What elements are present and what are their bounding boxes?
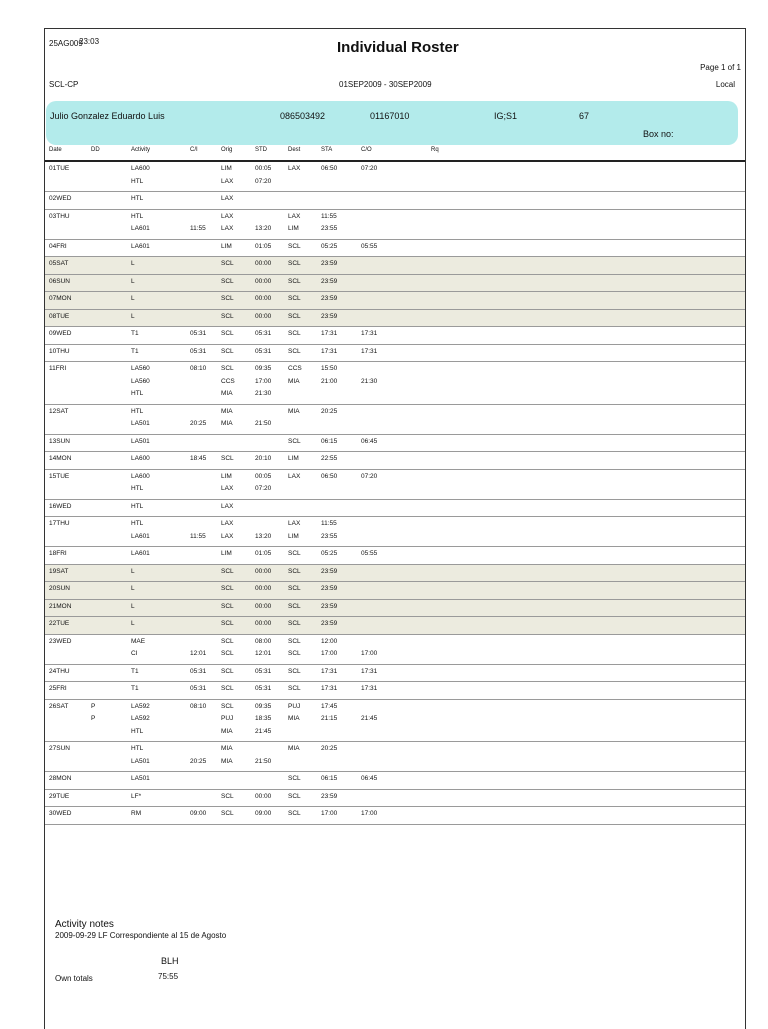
cell-std: 01:05 [255, 242, 272, 250]
row-date: 22TUE [49, 620, 70, 627]
cell-activity: RM [131, 810, 142, 817]
cell-activity: LA501 [131, 775, 150, 782]
roster-row [45, 162, 745, 192]
cell-check-in: 05:31 [190, 685, 207, 692]
cell-check-in: 05:31 [190, 330, 207, 337]
cell-origin: MIA [221, 757, 233, 765]
cell-activity: L [131, 312, 135, 320]
col-co: C/O [361, 147, 372, 153]
crew-id-secondary: 01167010 [370, 111, 410, 121]
roster-row [45, 275, 745, 293]
roster-row [45, 807, 745, 825]
roster-row [45, 435, 745, 453]
cell-origin: SCL [221, 602, 234, 610]
cell-std: 00:05 [255, 165, 272, 172]
cell-destination: SCL [288, 685, 301, 692]
roster-row [45, 452, 745, 470]
row-date: 14MON [49, 455, 72, 462]
cell-destination: SCL [288, 810, 301, 817]
cell-sta: 23:59 [321, 312, 338, 320]
cell-origin: LIM [221, 165, 232, 172]
cell-destination: SCL [288, 620, 301, 627]
time-mode: Local [715, 80, 735, 89]
cell-destination: SCL [288, 312, 301, 320]
cell-destination: LAX [288, 212, 301, 220]
cell-sta: 23:59 [321, 792, 338, 800]
cell-origin: SCL [221, 667, 234, 675]
cell-activity: LA501 [131, 420, 150, 427]
notes-line: 2009-09-29 LF Correspondiente al 15 de Agosto [55, 931, 227, 940]
col-date: Date [49, 147, 62, 153]
cell-check-in: 20:25 [190, 420, 207, 427]
cell-sta: 05:25 [321, 242, 338, 250]
cell-check-in: 18:45 [190, 455, 207, 462]
cell-std: 21:30 [255, 390, 272, 397]
cell-std: 00:00 [255, 277, 272, 285]
roster-row [45, 345, 745, 363]
cell-activity: LA501 [131, 437, 150, 445]
roster-row [45, 517, 745, 547]
cell-origin: SCL [221, 330, 234, 337]
col-dest: Dest [288, 147, 301, 153]
cell-sta: 17:00 [321, 810, 338, 817]
cell-activity: HTL [131, 520, 144, 527]
cell-activity: LF* [131, 792, 142, 800]
cell-check-out: 17:31 [361, 667, 378, 675]
cell-sta: 17:31 [321, 330, 338, 337]
cell-std: 18:35 [255, 715, 272, 722]
cell-sta: 17:31 [321, 347, 338, 355]
cell-destination: SCL [288, 330, 301, 337]
crew-name: Julio Gonzalez Eduardo Luis [50, 111, 165, 121]
cell-origin: SCL [221, 792, 234, 800]
row-date: 11FRI [49, 365, 67, 372]
cell-origin: LIM [221, 472, 232, 480]
cell-check-in: 08:10 [190, 365, 207, 372]
cell-sta: 17:31 [321, 667, 338, 675]
cell-destination: PUJ [288, 702, 301, 710]
cell-sta: 06:15 [321, 437, 338, 445]
cell-origin: SCL [221, 567, 234, 575]
roster-row [45, 500, 745, 518]
roster-row [45, 617, 745, 635]
cell-activity: L [131, 260, 135, 267]
cell-activity: HTL [131, 212, 144, 220]
cell-std: 13:20 [255, 532, 272, 540]
col-dd: DD [91, 147, 100, 153]
blh-label: BLH [161, 956, 179, 966]
cell-origin: LAX [221, 177, 234, 185]
row-date: 20SUN [49, 585, 70, 592]
cell-std: 21:50 [255, 420, 272, 427]
cell-activity: LA601 [131, 225, 150, 232]
roster-row [45, 772, 745, 790]
cell-origin: LIM [221, 242, 232, 250]
col-activity: Activity [131, 147, 151, 153]
cell-destination: LAX [288, 520, 301, 527]
roster-row [45, 635, 745, 665]
cell-destination: SCL [288, 602, 301, 610]
cell-destination: SCL [288, 277, 301, 285]
cell-activity: L [131, 567, 135, 575]
cell-activity: MAE [131, 637, 146, 645]
cell-origin: SCL [221, 810, 234, 817]
cell-check-out: 05:55 [361, 242, 378, 250]
cell-activity: L [131, 602, 135, 610]
cell-sta: 21:00 [321, 377, 338, 385]
cell-check-in: 08:10 [190, 702, 207, 710]
cell-activity: L [131, 620, 135, 627]
cell-destination: LAX [288, 472, 301, 480]
cell-std: 21:45 [255, 727, 272, 735]
cell-std: 00:00 [255, 620, 272, 627]
cell-sta: 17:45 [321, 702, 338, 710]
cell-origin: MIA [221, 390, 233, 397]
cell-origin: SCL [221, 365, 234, 372]
cell-activity: LA601 [131, 242, 150, 250]
cell-std: 00:00 [255, 585, 272, 592]
cell-activity: LA601 [131, 550, 150, 557]
row-date: 08TUE [49, 312, 70, 320]
roster-row [45, 405, 745, 435]
col-rq: Rq [431, 147, 439, 153]
cell-activity: HTL [131, 745, 144, 752]
cell-activity: HTL [131, 390, 144, 397]
roster-row [45, 210, 745, 240]
cell-std: 00:00 [255, 602, 272, 610]
cell-activity: LA592 [131, 702, 150, 710]
cell-sta: 22:55 [321, 455, 338, 462]
cell-check-out: 06:45 [361, 437, 378, 445]
col-ci: C/I [190, 147, 198, 153]
cell-origin: PUJ [221, 715, 234, 722]
cell-check-out: 21:45 [361, 715, 378, 722]
cell-check-in: 05:31 [190, 347, 207, 355]
cell-sta: 17:31 [321, 685, 338, 692]
cell-std: 09:35 [255, 365, 272, 372]
cell-duty-designator: P [91, 702, 96, 710]
cell-check-out: 17:00 [361, 810, 378, 817]
cell-destination: SCL [288, 260, 301, 267]
cell-sta: 23:59 [321, 620, 338, 627]
cell-destination: MIA [288, 407, 300, 415]
cell-origin: MIA [221, 727, 233, 735]
cell-std: 00:00 [255, 312, 272, 320]
cell-sta: 21:15 [321, 715, 338, 722]
cell-check-in: 09:00 [190, 810, 207, 817]
roster-row [45, 257, 745, 275]
cell-sta: 06:50 [321, 472, 338, 480]
row-date: 01TUE [49, 165, 70, 172]
cell-destination: SCL [288, 550, 301, 557]
roster-row [45, 192, 745, 210]
cell-origin: SCL [221, 277, 234, 285]
col-std: STD [255, 147, 267, 153]
cell-std: 09:35 [255, 702, 272, 710]
cell-destination: SCL [288, 567, 301, 575]
cell-std: 05:31 [255, 347, 272, 355]
cell-std: 21:50 [255, 757, 272, 765]
row-date: 03THU [49, 212, 70, 220]
cell-destination: MIA [288, 715, 300, 722]
roster-row [45, 310, 745, 328]
cell-origin: LAX [221, 485, 234, 492]
roster-row [45, 565, 745, 583]
cell-destination: LIM [288, 225, 299, 232]
cell-std: 07:20 [255, 177, 272, 185]
cell-sta: 23:59 [321, 260, 338, 267]
cell-origin: SCL [221, 295, 234, 302]
roster-row [45, 790, 745, 808]
cell-origin: MIA [221, 420, 233, 427]
cell-sta: 06:50 [321, 165, 338, 172]
row-date: 30WED [49, 810, 72, 817]
cell-destination: LIM [288, 532, 299, 540]
roster-row [45, 682, 745, 700]
cell-activity: LA600 [131, 165, 150, 172]
cell-check-in: 05:31 [190, 667, 207, 675]
cell-std: 13:20 [255, 225, 272, 232]
cell-check-out: 17:00 [361, 650, 378, 657]
row-date: 25FRI [49, 685, 67, 692]
row-date: 13SUN [49, 437, 70, 445]
row-date: 21MON [49, 602, 72, 610]
cell-check-out: 17:31 [361, 685, 378, 692]
roster-row [45, 700, 745, 743]
cell-origin: SCL [221, 637, 234, 645]
cell-destination: SCL [288, 650, 301, 657]
printed-time: 23:03 [79, 37, 100, 46]
cell-std: 05:31 [255, 667, 272, 675]
cell-origin: MIA [221, 745, 233, 752]
cell-origin: SCL [221, 260, 234, 267]
row-date: 10THU [49, 347, 70, 355]
cell-origin: LAX [221, 225, 234, 232]
notes-heading: Activity notes [55, 919, 114, 930]
cell-destination: SCL [288, 347, 301, 355]
cell-activity: LA560 [131, 365, 150, 372]
cell-origin: LAX [221, 520, 234, 527]
cell-std: 09:00 [255, 810, 272, 817]
cell-activity: HTL [131, 177, 144, 185]
row-date: 16WED [49, 502, 72, 510]
cell-sta: 06:15 [321, 775, 338, 782]
cell-sta: 15:50 [321, 365, 338, 372]
roster-row [45, 600, 745, 618]
roster-row [45, 292, 745, 310]
cell-std: 07:20 [255, 485, 272, 492]
cell-origin: SCL [221, 620, 234, 627]
cell-origin: LAX [221, 212, 234, 220]
own-totals-label: Own totals [55, 974, 93, 983]
cell-sta: 12:00 [321, 637, 338, 645]
row-date: 24THU [49, 667, 70, 675]
roster-row [45, 362, 745, 405]
row-date: 07MON [49, 295, 72, 302]
cell-activity: T1 [131, 667, 139, 675]
cell-origin: SCL [221, 455, 234, 462]
cell-activity: HTL [131, 195, 144, 202]
own-totals-value: 75:55 [158, 972, 179, 981]
printed-date: 25AG009 [49, 39, 83, 48]
cell-activity: L [131, 295, 135, 302]
cell-destination: SCL [288, 637, 301, 645]
cell-sta: 23:55 [321, 225, 338, 232]
cell-activity: T1 [131, 330, 139, 337]
cell-check-out: 06:45 [361, 775, 378, 782]
cell-activity: LA501 [131, 757, 150, 765]
row-date: 26SAT [49, 702, 69, 710]
roster-row [45, 240, 745, 258]
cell-activity: LA600 [131, 455, 150, 462]
roster-row [45, 327, 745, 345]
cell-activity: LA560 [131, 377, 150, 385]
cell-std: 08:00 [255, 637, 272, 645]
cell-sta: 20:25 [321, 745, 338, 752]
cell-std: 05:31 [255, 330, 272, 337]
row-date: 23WED [49, 637, 72, 645]
cell-destination: SCL [288, 295, 301, 302]
cell-std: 00:05 [255, 472, 272, 480]
cell-destination: SCL [288, 437, 301, 445]
row-date: 28MON [49, 775, 72, 782]
cell-sta: 23:55 [321, 532, 338, 540]
cell-destination: SCL [288, 775, 301, 782]
cell-activity: LA592 [131, 715, 150, 722]
cell-origin: SCL [221, 347, 234, 355]
roster-row [45, 470, 745, 500]
cell-origin: LAX [221, 532, 234, 540]
roster-row [45, 742, 745, 772]
cell-origin: SCL [221, 312, 234, 320]
cell-std: 17:00 [255, 377, 272, 385]
cell-destination: SCL [288, 667, 301, 675]
cell-activity: HTL [131, 407, 144, 415]
cell-destination: SCL [288, 242, 301, 250]
cell-sta: 23:59 [321, 277, 338, 285]
cell-activity: L [131, 585, 135, 592]
page-number: Page 1 of 1 [700, 63, 741, 72]
cell-origin: SCL [221, 702, 234, 710]
cell-check-out: 05:55 [361, 550, 378, 557]
cell-std: 05:31 [255, 685, 272, 692]
cell-activity: LA601 [131, 532, 150, 540]
cell-sta: 11:55 [321, 520, 337, 527]
activity-notes [55, 919, 226, 940]
roster-period: 01SEP2009 - 30SEP2009 [339, 80, 432, 89]
row-date: 15TUE [49, 472, 70, 480]
cell-sta: 23:59 [321, 585, 338, 592]
row-date: 02WED [49, 195, 72, 202]
cell-destination: LIM [288, 455, 299, 462]
cell-duty-designator: P [91, 715, 96, 722]
cell-destination: SCL [288, 792, 301, 800]
cell-sta: 20:25 [321, 407, 338, 415]
cell-std: 12:01 [255, 650, 272, 657]
cell-check-out: 17:31 [361, 347, 378, 355]
row-date: 09WED [49, 330, 72, 337]
cell-origin: LAX [221, 502, 234, 510]
cell-activity: HTL [131, 485, 144, 492]
cell-sta: 23:59 [321, 567, 338, 575]
crew-banner [46, 101, 738, 145]
base-code: SCL-CP [49, 80, 79, 89]
cell-origin: MIA [221, 407, 233, 415]
page-title: Individual Roster [337, 39, 459, 56]
cell-sta: 11:55 [321, 212, 337, 220]
row-date: 04FRI [49, 242, 67, 250]
cell-activity: L [131, 277, 135, 285]
cell-destination: MIA [288, 377, 300, 385]
cell-destination: MIA [288, 745, 300, 752]
cell-std: 00:00 [255, 567, 272, 575]
cell-std: 00:00 [255, 295, 272, 302]
box-number-label: Box no: [643, 129, 674, 139]
row-date: 27SUN [49, 745, 70, 752]
cell-origin: SCL [221, 585, 234, 592]
cell-check-in: 11:55 [190, 532, 206, 540]
cell-check-in: 12:01 [190, 650, 207, 657]
cell-activity: T1 [131, 685, 139, 692]
cell-activity: T1 [131, 347, 139, 355]
col-orig: Orig [221, 147, 233, 153]
cell-check-out: 07:20 [361, 165, 378, 172]
row-date: 17THU [49, 520, 70, 527]
cell-std: 01:05 [255, 550, 272, 557]
row-date: 29TUE [49, 792, 70, 800]
roster-row [45, 547, 745, 565]
cell-activity: HTL [131, 727, 144, 735]
cell-sta: 17:00 [321, 650, 338, 657]
row-date: 05SAT [49, 260, 69, 267]
cell-activity: LA600 [131, 472, 150, 480]
cell-std: 20:10 [255, 455, 272, 462]
crew-rank: IG;S1 [494, 111, 518, 121]
col-sta: STA [321, 147, 333, 153]
cell-sta: 23:59 [321, 602, 338, 610]
crew-code: 67 [579, 111, 590, 121]
cell-check-in: 11:55 [190, 225, 206, 232]
row-date: 06SUN [49, 277, 70, 285]
cell-destination: CCS [288, 365, 302, 372]
cell-origin: SCL [221, 650, 234, 657]
cell-activity: CI [131, 650, 138, 657]
cell-sta: 05:25 [321, 550, 338, 557]
cell-std: 00:00 [255, 260, 272, 267]
cell-check-in: 20:25 [190, 757, 207, 765]
cell-origin: LAX [221, 195, 234, 202]
row-date: 12SAT [49, 407, 69, 415]
roster-row [45, 582, 745, 600]
crew-id-primary: 086503492 [280, 111, 326, 121]
cell-check-out: 17:31 [361, 330, 378, 337]
cell-destination: SCL [288, 585, 301, 592]
cell-origin: LIM [221, 550, 232, 557]
cell-origin: SCL [221, 685, 234, 692]
cell-std: 00:00 [255, 792, 272, 800]
cell-destination: LAX [288, 165, 301, 172]
row-date: 19SAT [49, 567, 69, 575]
cell-origin: CCS [221, 377, 235, 385]
row-date: 18FRI [49, 550, 67, 557]
cell-activity: HTL [131, 502, 144, 510]
cell-sta: 23:59 [321, 295, 338, 302]
roster-row [45, 665, 745, 683]
cell-check-out: 21:30 [361, 377, 378, 385]
cell-check-out: 07:20 [361, 472, 378, 480]
roster-page [44, 28, 746, 1029]
